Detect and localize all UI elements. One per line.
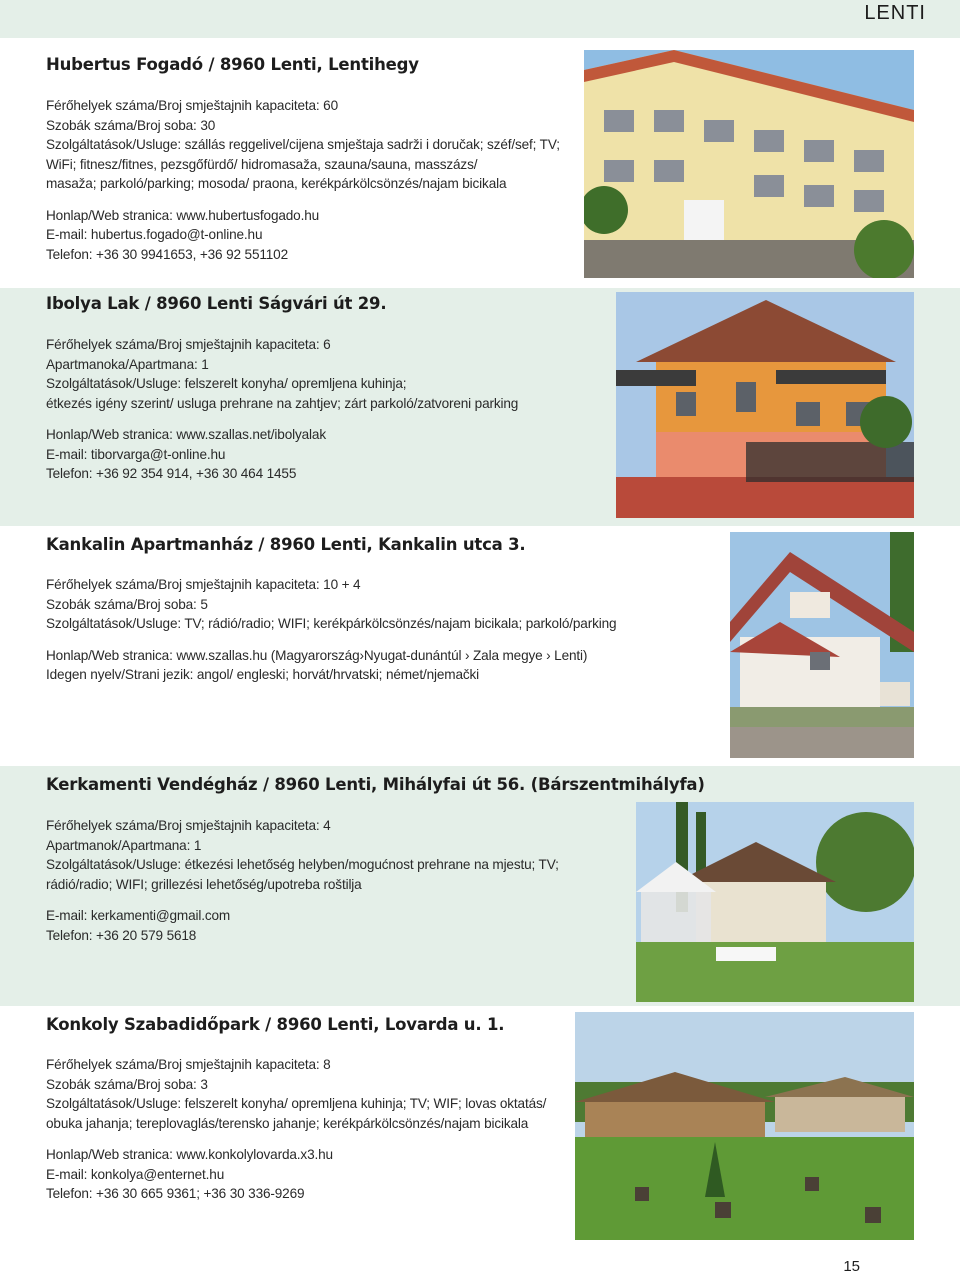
website-link[interactable]: Honlap/Web stranica: www.hubertusfogado.hu [46, 207, 320, 223]
phone-line: Telefon: +36 20 579 5618 [46, 927, 197, 943]
phone-line: Telefon: +36 30 9941653, +36 92 551102 [46, 246, 288, 262]
house-photo-kankalin [730, 532, 914, 758]
info-line: Férőhelyek száma/Broj smještajnih kapaciteta: 6 [46, 337, 331, 352]
house-photo-konkoly [575, 1012, 914, 1240]
website-link[interactable]: Honlap/Web stranica: www.konkolylovarda.x3.hu [46, 1147, 333, 1162]
phone-line: Telefon: +36 30 665 9361; +36 30 336-9269 [46, 1186, 305, 1201]
info-line: Apartmanoka/Apartmana: 1 [46, 356, 209, 372]
email-link[interactable]: E-mail: hubertus.fogado@t-online.hu [46, 227, 263, 242]
info-line: Szobák száma/Broj soba: 3 [46, 1076, 208, 1092]
info-line: étkezés igény szerint/ usluga prehrane na zahtjev; zárt parkoló/zatvoreni parking [46, 395, 519, 411]
entry-title-hubertus: Hubertus Fogadó / 8960 Lenti, Lentihegy [46, 55, 419, 74]
entry-info-ibolya [46, 335, 518, 484]
email-link[interactable]: E-mail: tiborvarga@t-online.hu [46, 446, 226, 462]
info-line: obuka jahanja; tereplovaglás/terensko jahanje; kerékpárkölcsönzés/najam bicikala [46, 1115, 529, 1131]
header-title: LENTI [864, 2, 926, 24]
info-line: rádió/radio; WIFI; grillezési lehetőség/upotreba roštilja [46, 876, 362, 892]
hotel-photo-hubertus [584, 50, 914, 278]
phone-line: Telefon: +36 92 354 914, +36 30 464 1455 [46, 466, 297, 481]
email-link[interactable]: E-mail: kerkamenti@gmail.com [46, 908, 231, 923]
entry-title-kerkamenti: Kerkamenti Vendégház / 8960 Lenti, Mihályfai út 56. (Bárszentmihályfa) [46, 775, 705, 794]
info-line: Férőhelyek száma/Broj smještajnih kapaciteta: 8 [46, 1057, 331, 1072]
entry-info-kerkamenti [46, 816, 559, 945]
entry-title-ibolya: Ibolya Lak / 8960 Lenti Ságvári út 29. [46, 294, 387, 313]
info-line: Szolgáltatások/Usluge: szállás reggelivel/cijena smještaja sadrži i doručak; széf/sef; TV; [46, 137, 560, 152]
website-link[interactable]: Honlap/Web stranica: www.szallas.net/ibolyalak [46, 427, 326, 442]
page-number: 15 [843, 1258, 860, 1275]
email-link[interactable]: E-mail: konkolya@enternet.hu [46, 1166, 225, 1182]
info-line: Szobák száma/Broj soba: 5 [46, 596, 208, 612]
info-line: Férőhelyek száma/Broj smještajnih kapaciteta: 60 [46, 98, 339, 113]
info-line: Szolgáltatások/Usluge: étkezési lehetőség helyben/mogućnost prehrane na mjestu; TV; [46, 857, 559, 872]
entry-info-kankalin [46, 575, 616, 685]
entry-title-kankalin: Kankalin Apartmanház / 8960 Lenti, Kankalin utca 3. [46, 535, 526, 554]
info-line: Szolgáltatások/Usluge: felszerelt konyha/ opremljena kuhinja; [46, 376, 407, 391]
website-link[interactable]: Honlap/Web stranica: www.szallas.hu (Magyarország›Nyugat-dunántúl › Zala megye › Lenti) [46, 647, 588, 663]
info-line: Szobák száma/Broj soba: 30 [46, 117, 216, 133]
header-band [0, 0, 960, 38]
entry-info-hubertus [46, 96, 560, 264]
info-line: Szolgáltatások/Usluge: TV; rádió/radio; WIFI; kerékpárkölcsönzés/najam bicikala; parkoló/parking [46, 616, 617, 631]
info-line: WiFi; fitnesz/fitnes, pezsgőfürdő/ hidromasaža, szauna/sauna, masszázs/ [46, 156, 478, 172]
entry-title-konkoly: Konkoly Szabadidőpark / 8960 Lenti, Lovarda u. 1. [46, 1015, 505, 1034]
info-line: Apartmanok/Apartmana: 1 [46, 837, 202, 853]
info-line: Férőhelyek száma/Broj smještajnih kapaciteta: 4 [46, 818, 331, 833]
entry-info-konkoly [46, 1055, 546, 1204]
info-line: Szolgáltatások/Usluge: felszerelt konyha/ opremljena kuhinja; TV; WIF; lovas oktatás/ [46, 1096, 547, 1111]
house-photo-kerkamenti [636, 802, 914, 1002]
info-line: Férőhelyek száma/Broj smještajnih kapaciteta: 10 + 4 [46, 577, 361, 592]
info-line: masaža; parkoló/parking; mosoda/ praona, kerékpárkölcsönzés/najam bicikala [46, 176, 507, 191]
language-line: Idegen nyelv/Strani jezik: angol/ engleski; horvát/hrvatski; német/njemački [46, 667, 480, 682]
house-photo-ibolya [616, 292, 914, 518]
